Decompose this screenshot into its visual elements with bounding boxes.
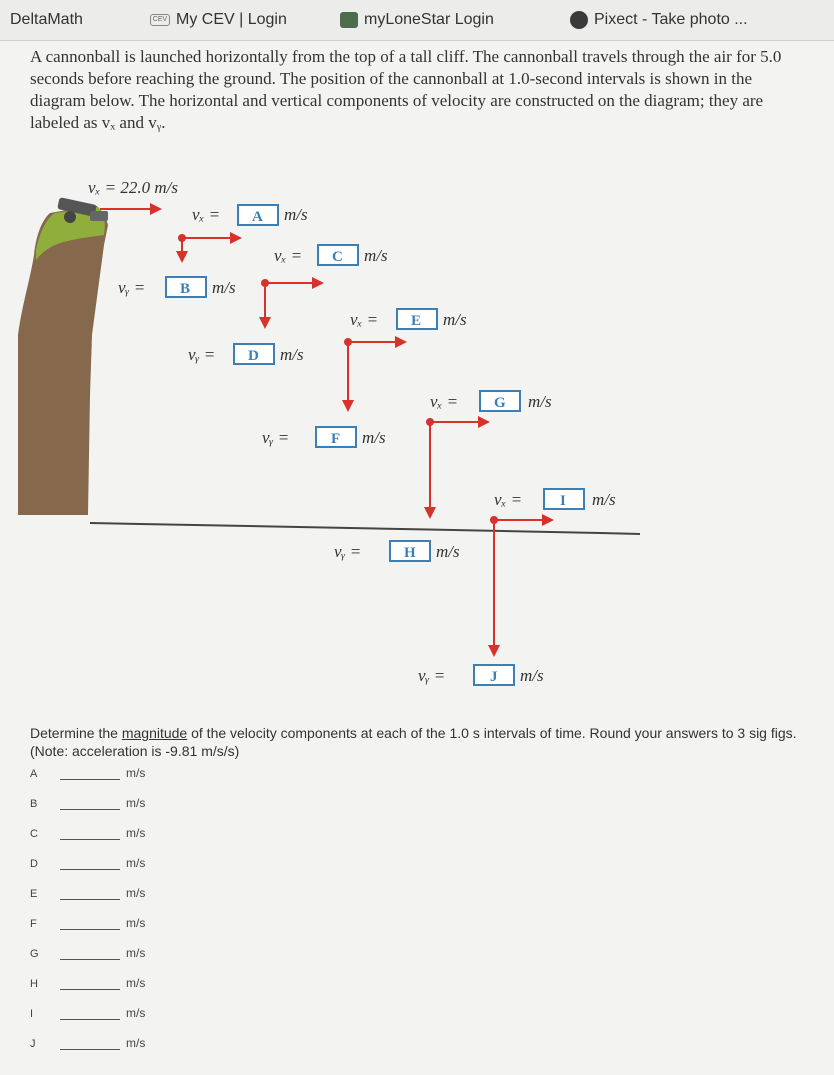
- answer-unit: m/s: [126, 976, 146, 990]
- vx-label-2: vₓ =: [274, 246, 303, 265]
- box-letter-b: B: [180, 281, 191, 297]
- ground-line: [90, 523, 640, 534]
- problem-statement: A cannonball is launched horizontally from the top of a tall cliff. The cannonball travels through the air for 5.0 seconds before reaching the ground. The position of the cannonball at 1.0-second intervals is shown in the diagram below. The horizontal and vertical components of velocity are constructed on the diagram; they are labeled as vₓ and vᵧ.: [30, 47, 782, 132]
- vy-label-5: vᵧ =: [418, 666, 446, 685]
- unit-label: m/s: [212, 278, 236, 297]
- bookmark-lonestar-login[interactable]: [330, 0, 560, 40]
- answer-letter: E: [30, 888, 38, 900]
- vy-label-1: vᵧ =: [118, 278, 146, 297]
- cannonball-diagram: [0, 165, 834, 715]
- answer-letter: H: [30, 978, 38, 990]
- answer-letter: C: [30, 828, 38, 840]
- answer-letter: I: [30, 1008, 34, 1020]
- box-letter-h: H: [404, 545, 416, 561]
- unit-label: m/s: [528, 392, 552, 411]
- answer-letter: J: [30, 1038, 36, 1050]
- box-letter-c: C: [332, 249, 343, 265]
- answer-input-g[interactable]: [60, 945, 120, 960]
- bookmark-pixect[interactable]: [560, 0, 810, 40]
- bookmark-label: Pixect - Take photo ...: [594, 11, 748, 28]
- vx-label-3: vₓ =: [350, 310, 379, 329]
- answer-row-j: [30, 1030, 230, 1050]
- vx-label-5: vₓ =: [494, 490, 523, 509]
- question-note: (Note: acceleration is -9.81 m/s/s): [30, 743, 240, 759]
- answer-input-f[interactable]: [60, 915, 120, 930]
- unit-label: m/s: [280, 345, 304, 364]
- answer-unit: m/s: [126, 856, 146, 870]
- answer-input-e[interactable]: [60, 885, 120, 900]
- unit-label: m/s: [443, 310, 467, 329]
- box-letter-a: A: [252, 209, 263, 225]
- question-suffix: of the velocity components at each of the 1.0 s intervals of time. Round your answers to 3 sig figs.: [187, 725, 797, 741]
- answer-letter: G: [30, 948, 39, 960]
- answer-row-e: [30, 880, 230, 900]
- answer-input-h[interactable]: [60, 975, 120, 990]
- answer-letter: A: [30, 768, 38, 780]
- bookmark-label: myLoneStar Login: [364, 11, 494, 28]
- bookmark-label: My CEV | Login: [176, 11, 287, 28]
- box-letter-j: J: [490, 669, 498, 685]
- answer-row-d: [30, 850, 230, 870]
- answer-unit: m/s: [126, 916, 146, 930]
- box-letter-g: G: [494, 395, 506, 411]
- vx-label-1: vₓ =: [192, 205, 221, 224]
- box-letter-d: D: [248, 348, 259, 364]
- answer-row-i: [30, 1000, 230, 1020]
- answer-row-f: [30, 910, 230, 930]
- lonestar-icon: [340, 12, 358, 28]
- bookmarks-bar: [0, 0, 834, 41]
- answer-row-b: [30, 790, 230, 810]
- cliff: [18, 205, 108, 515]
- box-letter-i: I: [560, 493, 566, 509]
- unit-label: m/s: [592, 490, 616, 509]
- answer-input-b[interactable]: [60, 795, 120, 810]
- unit-label: m/s: [436, 542, 460, 561]
- answer-input-d[interactable]: [60, 855, 120, 870]
- vy-label-3: vᵧ =: [262, 428, 290, 447]
- bookmark-cev-login[interactable]: [140, 0, 330, 40]
- answer-unit: m/s: [126, 766, 146, 780]
- answer-unit: m/s: [126, 1036, 146, 1050]
- answer-input-a[interactable]: [60, 765, 120, 780]
- answer-row-g: [30, 940, 230, 960]
- unit-label: m/s: [364, 246, 388, 265]
- answer-input-i[interactable]: [60, 1005, 120, 1020]
- vx-initial-label: vₓ = 22.0 m/s: [88, 178, 178, 197]
- vx-label-4: vₓ =: [430, 392, 459, 411]
- bookmark-deltamath[interactable]: [0, 0, 140, 40]
- answer-letter: D: [30, 858, 38, 870]
- pixect-icon: [570, 11, 588, 29]
- unit-label: m/s: [284, 205, 308, 224]
- answer-input-j[interactable]: [60, 1035, 120, 1050]
- bookmark-label: DeltaMath: [10, 11, 83, 28]
- answer-row-c: [30, 820, 230, 840]
- question-magnitude: magnitude: [121, 725, 188, 741]
- unit-label: m/s: [362, 428, 386, 447]
- answer-row-h: [30, 970, 230, 990]
- unit-label: m/s: [520, 666, 544, 685]
- vy-label-4: vᵧ =: [334, 542, 362, 561]
- answer-unit: m/s: [126, 796, 146, 810]
- vy-label-2: vᵧ =: [188, 345, 216, 364]
- cev-icon: CEV: [150, 14, 170, 26]
- box-letter-f: F: [331, 431, 341, 447]
- box-letter-e: E: [411, 313, 422, 329]
- answer-input-c[interactable]: [60, 825, 120, 840]
- answer-unit: m/s: [126, 886, 146, 900]
- answer-unit: m/s: [126, 946, 146, 960]
- question-prefix: Determine the: [30, 725, 122, 741]
- question-text: [30, 724, 820, 760]
- answer-unit: m/s: [126, 1006, 146, 1020]
- answer-row-a: [30, 760, 230, 780]
- answer-unit: m/s: [126, 826, 146, 840]
- answer-letter: B: [30, 798, 38, 810]
- answer-letter: F: [30, 918, 37, 930]
